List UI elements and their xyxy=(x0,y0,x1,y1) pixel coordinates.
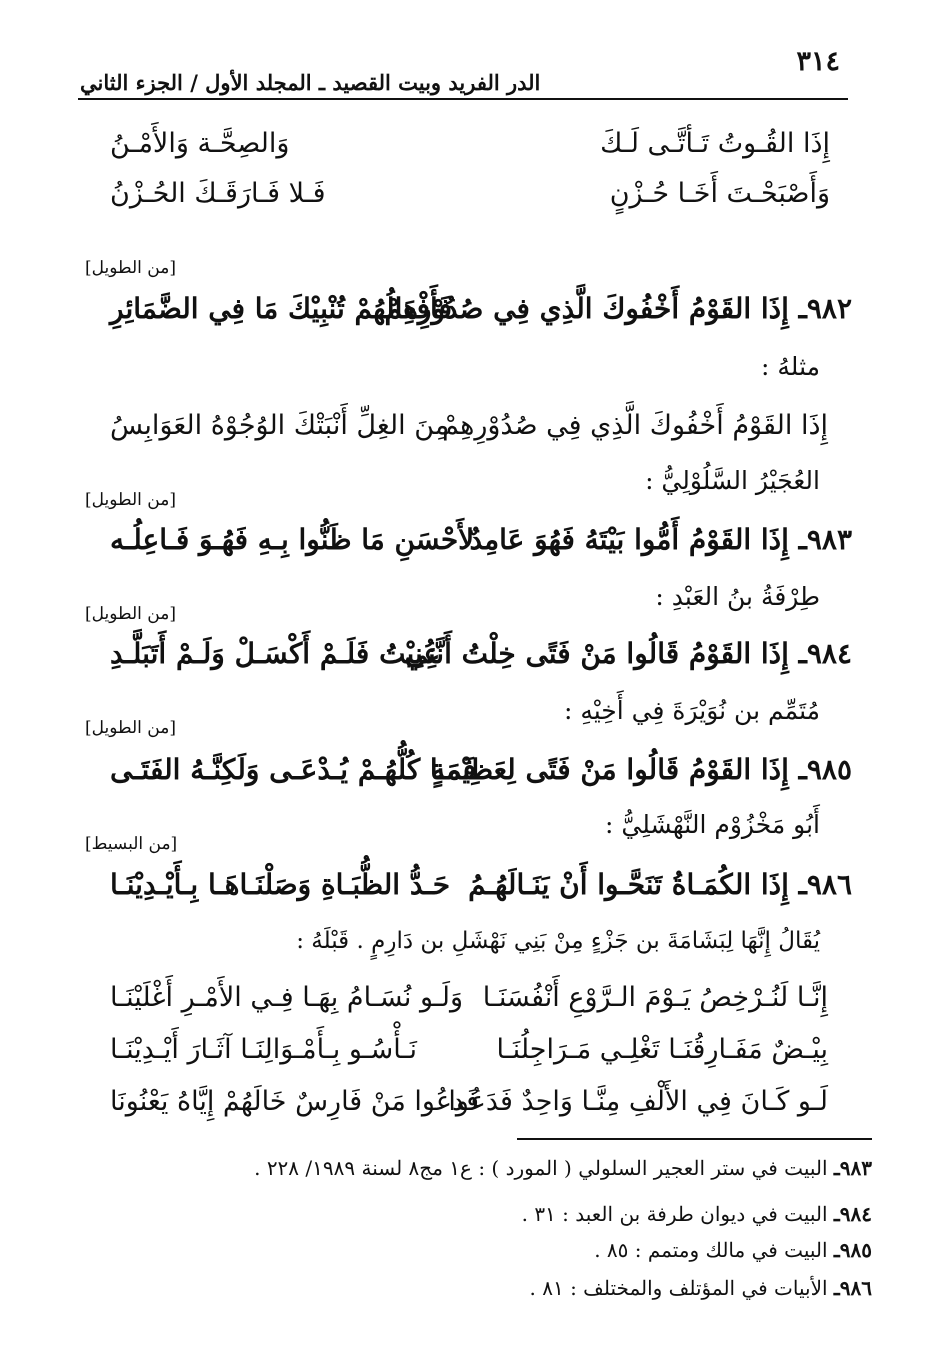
footnote-text: البيت في ستر العجير السلولي ( المورد ) : ع١ مج٨ لسنة ١٩٨٩/ ٢٢٨ . xyxy=(254,1156,828,1180)
footnote-rule xyxy=(517,1138,872,1140)
page-number: ٣١٤ xyxy=(796,46,840,77)
header-rule xyxy=(78,98,848,100)
meter-label: [من الطويل] xyxy=(85,718,176,738)
footnote-text: الأبيات في المؤتلف والمختلف : ٨١ . xyxy=(529,1276,828,1300)
verse-986-1-first: إِنَّـا لَنُـرْخِصُ يَـوْمَ الـرَّوْعِ أَنْفُسَنَـا xyxy=(482,982,828,1013)
verse-984-second: عُنِيْتُ فَلَـمْ أَكْسَـلْ وَلَـمْ أَتَبَلَّـدِ xyxy=(110,637,441,670)
verse-986-second: حَـدُّ الظُّبَـاةِ وَصَلْنَـاهَـا بِـأَيْـدِيْنَـا xyxy=(110,868,451,901)
poet-984: طِرْفَةُ بنُ العَبْدِ : xyxy=(655,582,820,611)
verse-top-2-first: وَأَصْبَحْـتَ أَخَـا حُـزْنٍ xyxy=(609,178,830,209)
verse-983-first: ٩٨٣ـ إِذَا القَوْمُ أَمُّوا بَيْتَهُ فَهُوَ عَامِدٌ xyxy=(469,523,852,556)
running-title: الدر الفريد وبيت القصيد ـ المجلد الأول / الجزء الثاني xyxy=(80,70,541,95)
verse-985-second: فَمَـا كُلُّهُـمْ يُـدْعَـى وَلَكِنَّـهُ الفَتَـى xyxy=(110,753,477,786)
verse-986-3-first: لَـو كَـانَ فِي الأَلْفِ مِنَّـا وَاحِدٌ فَدَعُوا xyxy=(448,1086,828,1117)
verse-982-first: ٩٨٢ـ إِذَا القَوْمُ أَخْفُوكَ الَّذِي فِي صُدُوْرِهِمْ xyxy=(384,292,852,325)
meter-label: [من الطويل] xyxy=(85,258,176,278)
verse-top-1-second: وَالصِحَّـة وَالأَمْـنُ xyxy=(110,128,290,159)
verse-986-1-second: وَلَـو نُسَـامُ بِهَـا فِـي الأَمْـرِ أَغْلَيْنَـا xyxy=(110,982,464,1013)
footnote xyxy=(522,1202,872,1226)
verse-982b-second: مِنَ الغِلِّ أَنْبَتْكَ الوُجُوْهُ العَوَابِسُ xyxy=(110,410,450,441)
verse-986-2-second: نَـأْسُـو بِـأَمْـوَالِنَـا آثَـارَ أَيْـدِيْنَـا xyxy=(110,1034,417,1065)
footnote-number: ٩٨٤ـ xyxy=(833,1202,872,1226)
meter-label: [من الطويل] xyxy=(85,604,176,624)
verse-985-first: ٩٨٥ـ إِذَا القَوْمُ قَالُوا مَنْ فَتًى لِعَظِيْمَةٍ xyxy=(431,753,852,786)
verse-986-first: ٩٨٦ـ إِذَا الكُمَـاةُ تَنَحَّـوا أَنْ يَنَـالَهُـمُ xyxy=(468,868,852,901)
meter-label: [من البسيط] xyxy=(85,834,178,854)
poet-985: مُتَمِّم بن نُوَيْرَةَ فِي أَخِيْهِ : xyxy=(563,696,820,725)
poet-983: العُجَيْرُ السَّلُوْلِيُّ : xyxy=(645,466,820,495)
footnote-number: ٩٨٦ـ xyxy=(833,1276,872,1300)
verse-top-2-second: فَـلا فَـارَقَـكَ الحُـزْنُ xyxy=(110,178,326,209)
footnote xyxy=(594,1238,872,1262)
footnote-text: البيت في مالك ومتمم : ٨٥ . xyxy=(594,1238,828,1262)
verse-983-second: لأَحْسَنِ مَا ظَنُّوا بِـهِ فَهُـوَ فَـاعِلُـه xyxy=(110,523,475,556)
verse-982-second: فَأَفْعَالُهُمْ تُنْبِيْكَ مَا فِي الضَّمَائِرِ xyxy=(110,292,452,325)
attribution-note: يُقَالُ إِنَّهَا لِبَشَامَةَ بن جَزْءٍ مِنْ بَنِي نَهْشَلِ بن دَارِمٍ . قَبْلَهُ : xyxy=(296,928,820,954)
verse-986-3-second: فَدعُوا مَنْ فَارِسٌ خَالَهُمْ إِيَّاهُ يَعْنُونَا xyxy=(110,1086,480,1117)
footnote xyxy=(530,1276,872,1300)
footnote xyxy=(254,1156,872,1180)
verse-top-1-first: إِذَا القُـوتُ تَـأتَّـى لَـكَ xyxy=(600,128,830,159)
verse-986-2-first: بِيْـضٌ مَفَـارِقُنَـا تَغْلِـي مَـرَاجِلُنَـا xyxy=(496,1034,828,1065)
footnote-number: ٩٨٣ـ xyxy=(833,1156,872,1180)
footnote-text: البيت في ديوان طرفة بن العبد : ٣١ . xyxy=(521,1202,828,1226)
verse-982b-first: إِذَا القَوْمُ أَخْفُوكَ الَّذِي فِي صُدُوْرِهِمْ xyxy=(442,410,828,441)
mithluhu-label: مثلهُ : xyxy=(761,352,820,381)
poet-986: أَبُو مَخْزُوْم النَّهْشَلِيُّ : xyxy=(604,810,820,839)
footnote-number: ٩٨٥ـ xyxy=(833,1238,872,1262)
meter-label: [من الطويل] xyxy=(85,490,176,510)
verse-984-first: ٩٨٤ـ إِذَا القَوْمُ قَالُوا مَنْ فَتًى خِلْتُ أَنَّنِي xyxy=(404,637,852,670)
